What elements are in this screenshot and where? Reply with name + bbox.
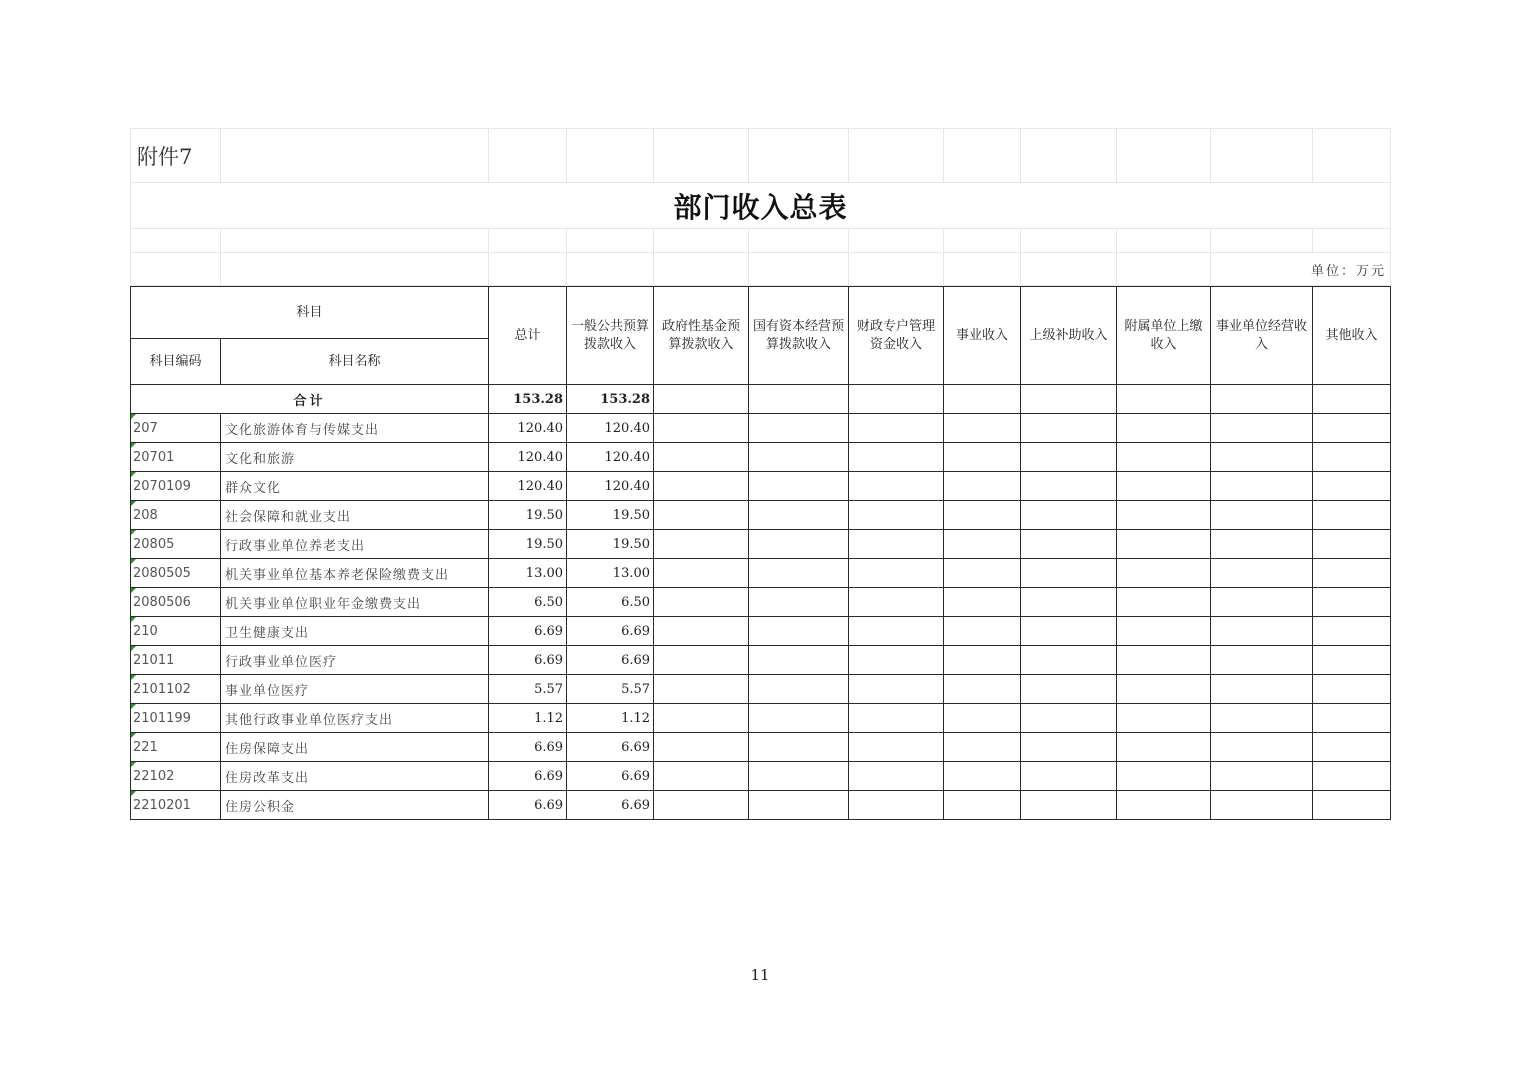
empty-cell [849, 675, 944, 704]
total-total: 153.28 [489, 385, 567, 414]
empty-cell [1211, 443, 1313, 472]
total-label: 合计 [131, 385, 489, 414]
empty-cell [749, 733, 849, 762]
total-cell: 6.69 [489, 617, 567, 646]
header-other-income: 其他收入 [1313, 287, 1391, 385]
empty-cell [849, 414, 944, 443]
header-business-income: 事业收入 [944, 287, 1021, 385]
empty-cell [849, 791, 944, 820]
empty-cell [1021, 530, 1117, 559]
empty-cell [944, 791, 1021, 820]
empty-cell [849, 646, 944, 675]
empty-cell [944, 646, 1021, 675]
subject-code-cell: 207 [131, 414, 221, 443]
table-row [131, 646, 1391, 675]
empty-cell [1313, 530, 1391, 559]
total-cell: 19.50 [489, 530, 567, 559]
empty-cell [849, 588, 944, 617]
empty-cell [1021, 588, 1117, 617]
subject-name-cell: 文化和旅游 [221, 443, 489, 472]
header-gov-fund: 政府性基金预算拨款收入 [654, 287, 749, 385]
empty-cell [749, 704, 849, 733]
empty-cell [1313, 414, 1391, 443]
total-row [131, 385, 1391, 414]
empty-cell [1313, 472, 1391, 501]
empty-cell [944, 559, 1021, 588]
empty-cell [944, 501, 1021, 530]
empty-cell [1117, 559, 1211, 588]
general-budget-cell: 120.40 [567, 472, 654, 501]
general-budget-cell: 13.00 [567, 559, 654, 588]
subject-name-cell: 住房保障支出 [221, 733, 489, 762]
empty-cell [944, 704, 1021, 733]
header-subject: 科目 [131, 287, 489, 339]
empty-cell [654, 559, 749, 588]
empty-cell [1117, 617, 1211, 646]
table-row [131, 733, 1391, 762]
total-general-budget: 153.28 [567, 385, 654, 414]
empty-cell [849, 762, 944, 791]
empty-cell [1211, 472, 1313, 501]
empty-cell [749, 559, 849, 588]
subject-name-cell: 住房公积金 [221, 791, 489, 820]
empty-cell [944, 733, 1021, 762]
subject-name-cell: 行政事业单位养老支出 [221, 530, 489, 559]
empty-cell [749, 646, 849, 675]
empty-cell [849, 617, 944, 646]
empty-cell [849, 501, 944, 530]
general-budget-cell: 6.50 [567, 588, 654, 617]
empty-cell [654, 472, 749, 501]
empty-cell [1313, 501, 1391, 530]
empty-cell [849, 559, 944, 588]
empty-cell [1313, 559, 1391, 588]
empty-cell [1211, 675, 1313, 704]
annex-label: 附件7 [131, 129, 221, 183]
general-budget-cell: 120.40 [567, 414, 654, 443]
subject-code-cell: 2080506 [131, 588, 221, 617]
empty-cell [654, 443, 749, 472]
empty-cell [749, 791, 849, 820]
header-subject-code: 科目编码 [131, 339, 221, 385]
general-budget-cell: 19.50 [567, 501, 654, 530]
empty-cell [1313, 443, 1391, 472]
empty-cell [749, 443, 849, 472]
empty-cell [1211, 501, 1313, 530]
header-superior-subsidy: 上级补助收入 [1021, 287, 1117, 385]
empty-cell [654, 704, 749, 733]
empty-cell [944, 588, 1021, 617]
empty-cell [944, 530, 1021, 559]
empty-cell [849, 704, 944, 733]
unit-label: 单位：万元 [1211, 253, 1391, 286]
table-row [131, 559, 1391, 588]
empty-cell [749, 588, 849, 617]
empty-cell [1117, 501, 1211, 530]
empty-cell [944, 675, 1021, 704]
empty-cell [1117, 791, 1211, 820]
empty-cell [1211, 762, 1313, 791]
subject-code-cell: 2101199 [131, 704, 221, 733]
subject-code-cell: 20701 [131, 443, 221, 472]
table-row [131, 414, 1391, 443]
empty-cell [944, 472, 1021, 501]
empty-cell [749, 414, 849, 443]
empty-cell [944, 414, 1021, 443]
empty-cell [1021, 733, 1117, 762]
empty-cell [1021, 617, 1117, 646]
general-budget-cell: 1.12 [567, 704, 654, 733]
empty-cell [654, 762, 749, 791]
header-total: 总计 [489, 287, 567, 385]
empty-cell [654, 530, 749, 559]
general-budget-cell: 6.69 [567, 617, 654, 646]
total-cell: 120.40 [489, 443, 567, 472]
subject-name-cell: 行政事业单位医疗 [221, 646, 489, 675]
table-row [131, 704, 1391, 733]
empty-cell [1117, 443, 1211, 472]
table-row [131, 472, 1391, 501]
total-cell: 120.40 [489, 472, 567, 501]
empty-cell [1313, 733, 1391, 762]
subject-code-cell: 2210201 [131, 791, 221, 820]
empty-cell [1313, 675, 1391, 704]
empty-cell [1021, 675, 1117, 704]
table-row [131, 791, 1391, 820]
total-cell: 5.57 [489, 675, 567, 704]
empty-cell [1211, 791, 1313, 820]
empty-cell [654, 414, 749, 443]
empty-cell [1211, 530, 1313, 559]
table-row [131, 762, 1391, 791]
subject-code-cell: 2101102 [131, 675, 221, 704]
empty-cell [1021, 443, 1117, 472]
empty-cell [1021, 704, 1117, 733]
empty-cell [654, 675, 749, 704]
header-state-capital: 国有资本经营预算拨款收入 [749, 287, 849, 385]
total-cell: 120.40 [489, 414, 567, 443]
total-cell: 19.50 [489, 501, 567, 530]
empty-cell [1021, 791, 1117, 820]
empty-cell [944, 617, 1021, 646]
sheet-header-grid [130, 128, 1391, 286]
header-general-budget: 一般公共预算拨款收入 [567, 287, 654, 385]
subject-code-cell: 20805 [131, 530, 221, 559]
total-cell: 13.00 [489, 559, 567, 588]
header-affiliate-payment: 附属单位上缴收入 [1117, 287, 1211, 385]
table-row [131, 501, 1391, 530]
empty-cell [1117, 675, 1211, 704]
subject-code-cell: 22102 [131, 762, 221, 791]
general-budget-cell: 120.40 [567, 443, 654, 472]
empty-cell [1211, 559, 1313, 588]
empty-cell [849, 443, 944, 472]
general-budget-cell: 6.69 [567, 733, 654, 762]
data-rows [131, 414, 1391, 820]
empty-cell [944, 443, 1021, 472]
header-subject-name: 科目名称 [221, 339, 489, 385]
empty-cell [654, 588, 749, 617]
empty-cell [849, 530, 944, 559]
empty-cell [654, 646, 749, 675]
subject-code-cell: 221 [131, 733, 221, 762]
total-cell: 6.69 [489, 762, 567, 791]
empty-cell [944, 762, 1021, 791]
subject-name-cell: 卫生健康支出 [221, 617, 489, 646]
total-cell: 6.69 [489, 733, 567, 762]
empty-cell [1117, 472, 1211, 501]
empty-cell [749, 472, 849, 501]
spreadsheet-page [130, 128, 1390, 820]
subject-name-cell: 社会保障和就业支出 [221, 501, 489, 530]
empty-cell [1117, 414, 1211, 443]
empty-cell [1313, 762, 1391, 791]
subject-name-cell: 文化旅游体育与传媒支出 [221, 414, 489, 443]
empty-cell [1313, 617, 1391, 646]
table-row [131, 675, 1391, 704]
total-cell: 6.50 [489, 588, 567, 617]
empty-cell [1117, 733, 1211, 762]
subject-name-cell: 机关事业单位基本养老保险缴费支出 [221, 559, 489, 588]
empty-cell [1313, 704, 1391, 733]
empty-cell [1117, 646, 1211, 675]
subject-name-cell: 事业单位医疗 [221, 675, 489, 704]
empty-cell [1211, 617, 1313, 646]
total-cell: 6.69 [489, 791, 567, 820]
table-row [131, 530, 1391, 559]
subject-name-cell: 其他行政事业单位医疗支出 [221, 704, 489, 733]
total-cell: 6.69 [489, 646, 567, 675]
empty-cell [1211, 588, 1313, 617]
empty-cell [1117, 588, 1211, 617]
subject-code-cell: 2070109 [131, 472, 221, 501]
table-row [131, 588, 1391, 617]
empty-cell [849, 472, 944, 501]
empty-cell [849, 733, 944, 762]
subject-name-cell: 住房改革支出 [221, 762, 489, 791]
subject-code-cell: 210 [131, 617, 221, 646]
empty-cell [749, 617, 849, 646]
page-title: 部门收入总表 [131, 183, 1391, 229]
empty-cell [1211, 704, 1313, 733]
empty-cell [654, 791, 749, 820]
empty-cell [1021, 472, 1117, 501]
general-budget-cell: 19.50 [567, 530, 654, 559]
empty-cell [1313, 588, 1391, 617]
table-row [131, 443, 1391, 472]
empty-cell [1211, 646, 1313, 675]
empty-cell [749, 530, 849, 559]
general-budget-cell: 5.57 [567, 675, 654, 704]
income-summary-table [130, 286, 1391, 820]
empty-cell [1021, 501, 1117, 530]
empty-cell [1117, 762, 1211, 791]
empty-cell [654, 733, 749, 762]
empty-cell [1117, 704, 1211, 733]
general-budget-cell: 6.69 [567, 762, 654, 791]
empty-cell [1021, 762, 1117, 791]
total-cell: 1.12 [489, 704, 567, 733]
empty-cell [1021, 414, 1117, 443]
empty-cell [1117, 530, 1211, 559]
empty-cell [1021, 559, 1117, 588]
page-number: 11 [750, 966, 770, 984]
empty-cell [654, 617, 749, 646]
subject-code-cell: 21011 [131, 646, 221, 675]
subject-code-cell: 2080505 [131, 559, 221, 588]
table-row [131, 617, 1391, 646]
subject-name-cell: 机关事业单位职业年金缴费支出 [221, 588, 489, 617]
empty-cell [1313, 646, 1391, 675]
empty-cell [749, 501, 849, 530]
empty-cell [654, 501, 749, 530]
general-budget-cell: 6.69 [567, 646, 654, 675]
subject-code-cell: 208 [131, 501, 221, 530]
header-operating-income: 事业单位经营收入 [1211, 287, 1313, 385]
header-special-fund: 财政专户管理资金收入 [849, 287, 944, 385]
empty-cell [1021, 646, 1117, 675]
empty-cell [749, 675, 849, 704]
empty-cell [1211, 414, 1313, 443]
general-budget-cell: 6.69 [567, 791, 654, 820]
subject-name-cell: 群众文化 [221, 472, 489, 501]
empty-cell [749, 762, 849, 791]
empty-cell [1211, 733, 1313, 762]
empty-cell [1313, 791, 1391, 820]
